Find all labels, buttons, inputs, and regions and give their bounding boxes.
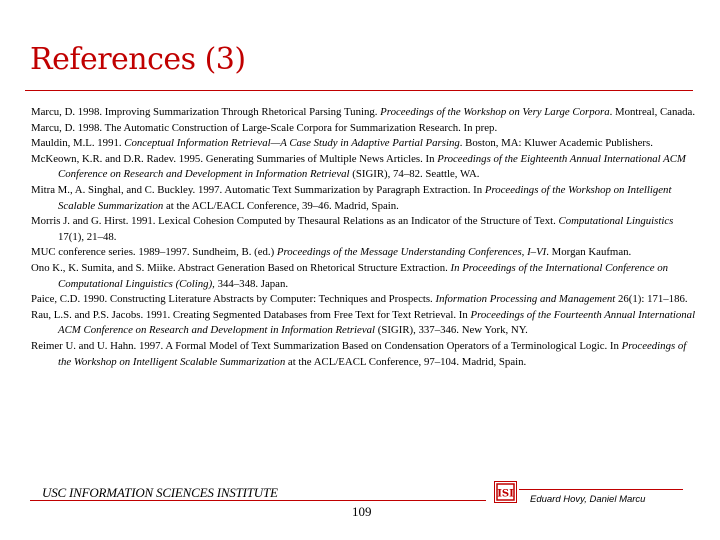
page-number: 109: [352, 504, 372, 519]
reference-item: Morris J. and G. Hirst. 1991. Lexical Cohesion Computed by Thesaural Relations as an Indicator of the Structure of Text. Computational Linguistics 17(1), 21–48.: [31, 215, 674, 243]
reference-item: Paice, C.D. 1990. Constructing Literature Abstracts by Computer: Techniques and Prospects. Information Processing and Management 26(1): 171–186.: [31, 293, 688, 306]
title-divider: [25, 90, 693, 91]
svg-text:ISI: ISI: [497, 488, 514, 500]
isi-logo-icon: [494, 481, 517, 503]
reference-item: Mitra M., A. Singhal, and C. Buckley. 1997. Automatic Text Summarization by Paragraph Extraction. In Proceedings of the Workshop on Intelligent Scalable Summarization at the ACL/EACL Conference, 39–46. Madrid, Spain.: [31, 183, 672, 212]
slide-title: References (3): [30, 42, 246, 77]
reference-item: Ono K., K. Sumita, and S. Miike. Abstract Generation Based on Rhetorical Structure Extraction. In Proceedings of the International Conference on Computational Linguistics (Coling), 344–348. Japan.: [31, 261, 668, 290]
reference-list: [31, 105, 696, 370]
reference-item: MUC conference series. 1989–1997. Sundheim, B. (ed.) Proceedings of the Message Understanding Conferences, I–VI. Morgan Kaufman.: [31, 246, 632, 259]
footer-divider-right: [519, 489, 683, 490]
author-names: Eduard Hovy, Daniel Marcu: [530, 494, 646, 505]
footer-divider-left: [30, 500, 486, 501]
reference-item: McKeown, K.R. and D.R. Radev. 1995. Generating Summaries of Multiple News Articles. In Proceedings of the Eighteenth Annual International ACM Conference on Research and Development in Information Retrieval (SIGIR), 74–82. Seattle, WA.: [31, 152, 686, 181]
reference-item: Marcu, D. 1998. Improving Summarization Through Rhetorical Parsing Tuning. Proceedings of the Workshop on Very Large Corpora. Montreal, Canada.: [31, 106, 696, 118]
reference-item: Reimer U. and U. Hahn. 1997. A Formal Model of Text Summarization Based on Condensation Operators of a Terminological Logic. In Proceedings of the Workshop on Intelligent Scalable Summarization at the ACL/EACL Conference, 97–104. Madrid, Spain.: [31, 339, 687, 368]
reference-item: Mauldin, M.L. 1991. Conceptual Information Retrieval—A Case Study in Adaptive Partial Parsing. Boston, MA: Kluwer Academic Publishers.: [31, 137, 653, 150]
reference-item: Rau, L.S. and P.S. Jacobs. 1991. Creating Segmented Databases from Free Text for Text Retrieval. In Proceedings of the Fourteenth Annual International ACM Conference on Research and Development in Information Retrieval (SIGIR), 337–346. New York, NY.: [31, 308, 696, 337]
institute-name: USC INFORMATION SCIENCES INSTITUTE: [42, 485, 278, 500]
reference-item: Marcu, D. 1998. The Automatic Construction of Large-Scale Corpora for Summarization Research. In prep.: [31, 121, 498, 134]
